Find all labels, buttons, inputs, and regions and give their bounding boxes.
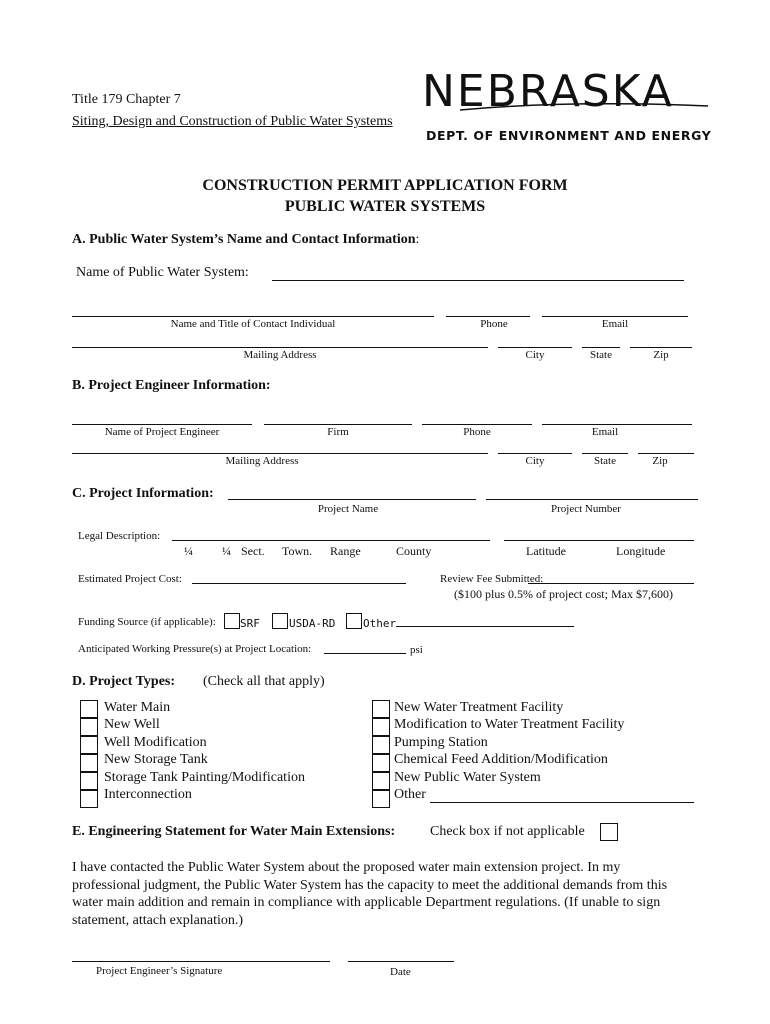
section-a-title: A. Public Water System’s Name and Contact Information — [72, 232, 416, 247]
contact-address-label: Mailing Address — [243, 349, 317, 361]
system-name-label: Name of Public Water System: — [76, 265, 249, 280]
well-modification-label: Well Modification — [104, 735, 207, 750]
treatment-modification-checkbox[interactable] — [372, 718, 390, 736]
contact-name-label: Name and Title of Contact Individual — [170, 318, 336, 330]
signature-label: Project Engineer’s Signature — [96, 965, 223, 977]
tank-painting-label: Storage Tank Painting/Modification — [104, 770, 305, 785]
section-b-heading: B. Project Engineer Information: — [72, 378, 271, 393]
date-label: Date — [390, 966, 411, 978]
section-e-title: E. Engineering Statement for Water Main Extensions: — [72, 824, 396, 839]
project-name-field[interactable] — [228, 499, 476, 500]
engineer-state-label: State — [594, 455, 616, 467]
other-type-label: Other — [394, 787, 426, 802]
engineering-statement: I have contacted the Public Water System about the proposed water main extension project. In my professional judgment, the Public Water System has the capacity to meet the additional demands from this water main addition and remain in compliance with applicable Department regulations. (If unable to sign statement, attach explanation.) — [72, 860, 668, 928]
engineer-city-field[interactable] — [498, 453, 572, 454]
contact-phone-field[interactable] — [446, 316, 530, 317]
logo-swoosh-icon — [420, 66, 710, 126]
contact-email-label: Email — [601, 318, 629, 330]
section-c-heading: C. Project Information: — [72, 486, 214, 501]
other-funding-checkbox[interactable] — [346, 613, 362, 629]
nebraska-logo — [420, 66, 710, 146]
estimated-cost-label: Estimated Project Cost: — [78, 573, 182, 585]
project-number-label: Project Number — [551, 503, 621, 515]
treatment-modification-label: Modification to Water Treatment Facility — [394, 717, 625, 732]
review-fee-field[interactable] — [528, 583, 694, 584]
section-e-heading — [72, 824, 395, 840]
other-type-checkbox[interactable] — [372, 790, 390, 808]
chemical-feed-label: Chemical Feed Addition/Modification — [394, 752, 608, 767]
county-label: County — [396, 544, 432, 558]
section-d-note: (Check all that apply) — [203, 674, 325, 689]
engineer-state-field[interactable] — [582, 453, 628, 454]
section-a-heading — [72, 232, 419, 248]
coordinates-field[interactable] — [504, 540, 694, 541]
not-applicable-note: Check box if not applicable — [430, 824, 585, 839]
engineer-zip-field[interactable] — [638, 453, 694, 454]
longitude-label: Longitude — [616, 544, 666, 558]
interconnection-label: Interconnection — [104, 787, 192, 802]
srf-label: SRF — [240, 617, 260, 630]
engineer-name-field[interactable] — [72, 424, 252, 425]
section-d-title: D. Project Types: — [72, 674, 176, 689]
usda-rd-checkbox[interactable] — [272, 613, 288, 629]
quarter-label-1: ¼ — [184, 544, 193, 558]
new-treatment-checkbox[interactable] — [372, 700, 390, 718]
section-label: Sect. — [241, 544, 265, 558]
logo-department: DEPT. OF ENVIRONMENT AND ENERGY — [426, 128, 712, 143]
engineer-firm-field[interactable] — [264, 424, 412, 425]
usda-rd-label: USDA-RD — [289, 617, 336, 630]
legal-description-label: Legal Description: — [78, 530, 161, 542]
water-main-checkbox[interactable] — [80, 700, 98, 718]
review-fee-label: Review Fee Submitted: — [440, 573, 544, 585]
engineer-zip-label: Zip — [652, 455, 668, 467]
other-funding-field[interactable] — [396, 626, 574, 627]
engineer-address-field[interactable] — [72, 453, 488, 454]
contact-email-field[interactable] — [542, 316, 688, 317]
range-label: Range — [330, 544, 361, 558]
contact-zip-label: Zip — [653, 349, 669, 361]
other-funding-label: Other — [363, 617, 397, 630]
tank-painting-checkbox[interactable] — [80, 772, 98, 790]
form-subtitle: PUBLIC WATER SYSTEMS — [284, 198, 486, 215]
contact-city-field[interactable] — [498, 347, 572, 348]
contact-state-field[interactable] — [582, 347, 620, 348]
new-well-checkbox[interactable] — [80, 718, 98, 736]
engineer-city-label: City — [525, 455, 545, 467]
fee-note: ($100 plus 0.5% of project cost; Max $7,600) — [454, 587, 673, 601]
form-title: CONSTRUCTION PERMIT APPLICATION FORM — [202, 177, 568, 194]
interconnection-checkbox[interactable] — [80, 790, 98, 808]
quarter-label-2: ¼ — [222, 544, 231, 558]
engineer-address-label: Mailing Address — [225, 455, 299, 467]
chemical-feed-checkbox[interactable] — [372, 754, 390, 772]
township-label: Town. — [282, 544, 313, 558]
engineer-phone-field[interactable] — [422, 424, 532, 425]
new-storage-tank-checkbox[interactable] — [80, 754, 98, 772]
chapter-subtitle: Siting, Design and Construction of Public Water Systems — [72, 114, 393, 129]
contact-city-label: City — [525, 349, 545, 361]
funding-source-label: Funding Source (if applicable): — [78, 616, 216, 628]
engineer-phone-label: Phone — [463, 426, 491, 438]
engineer-email-label: Email — [591, 426, 619, 438]
pumping-station-label: Pumping Station — [394, 735, 488, 750]
not-applicable-checkbox[interactable] — [600, 823, 618, 841]
new-treatment-label: New Water Treatment Facility — [394, 700, 564, 715]
estimated-cost-field[interactable] — [192, 583, 406, 584]
date-field[interactable] — [348, 961, 454, 962]
working-pressure-label: Anticipated Working Pressure(s) at Project Location: — [78, 643, 312, 655]
water-main-label: Water Main — [104, 700, 171, 715]
legal-description-field[interactable] — [172, 540, 490, 541]
contact-zip-field[interactable] — [630, 347, 692, 348]
srf-checkbox[interactable] — [224, 613, 240, 629]
engineer-email-field[interactable] — [542, 424, 692, 425]
section-d-heading — [72, 674, 175, 690]
new-public-system-checkbox[interactable] — [372, 772, 390, 790]
logo-wordmark: NEBRASKA — [422, 66, 674, 117]
new-well-label: New Well — [104, 717, 160, 732]
pressure-unit: psi — [410, 644, 423, 656]
project-number-field[interactable] — [486, 499, 698, 500]
contact-state-label: State — [590, 349, 612, 361]
signature-field[interactable] — [72, 961, 330, 962]
new-public-system-label: New Public Water System — [394, 770, 541, 785]
project-name-label: Project Name — [317, 503, 379, 515]
system-name-field[interactable] — [272, 280, 684, 281]
pumping-station-checkbox[interactable] — [372, 736, 390, 754]
chapter-title: Title 179 Chapter 7 — [72, 92, 181, 107]
contact-address-field[interactable] — [72, 347, 488, 348]
section-a-colon: : — [415, 232, 420, 247]
new-storage-tank-label: New Storage Tank — [104, 752, 208, 767]
contact-phone-label: Phone — [480, 318, 508, 330]
engineer-name-label: Name of Project Engineer — [104, 426, 220, 438]
well-modification-checkbox[interactable] — [80, 736, 98, 754]
working-pressure-field[interactable] — [324, 653, 406, 654]
engineer-firm-label: Firm — [327, 426, 349, 438]
contact-name-field[interactable] — [72, 316, 434, 317]
other-type-field[interactable] — [430, 802, 694, 803]
latitude-label: Latitude — [526, 544, 566, 558]
